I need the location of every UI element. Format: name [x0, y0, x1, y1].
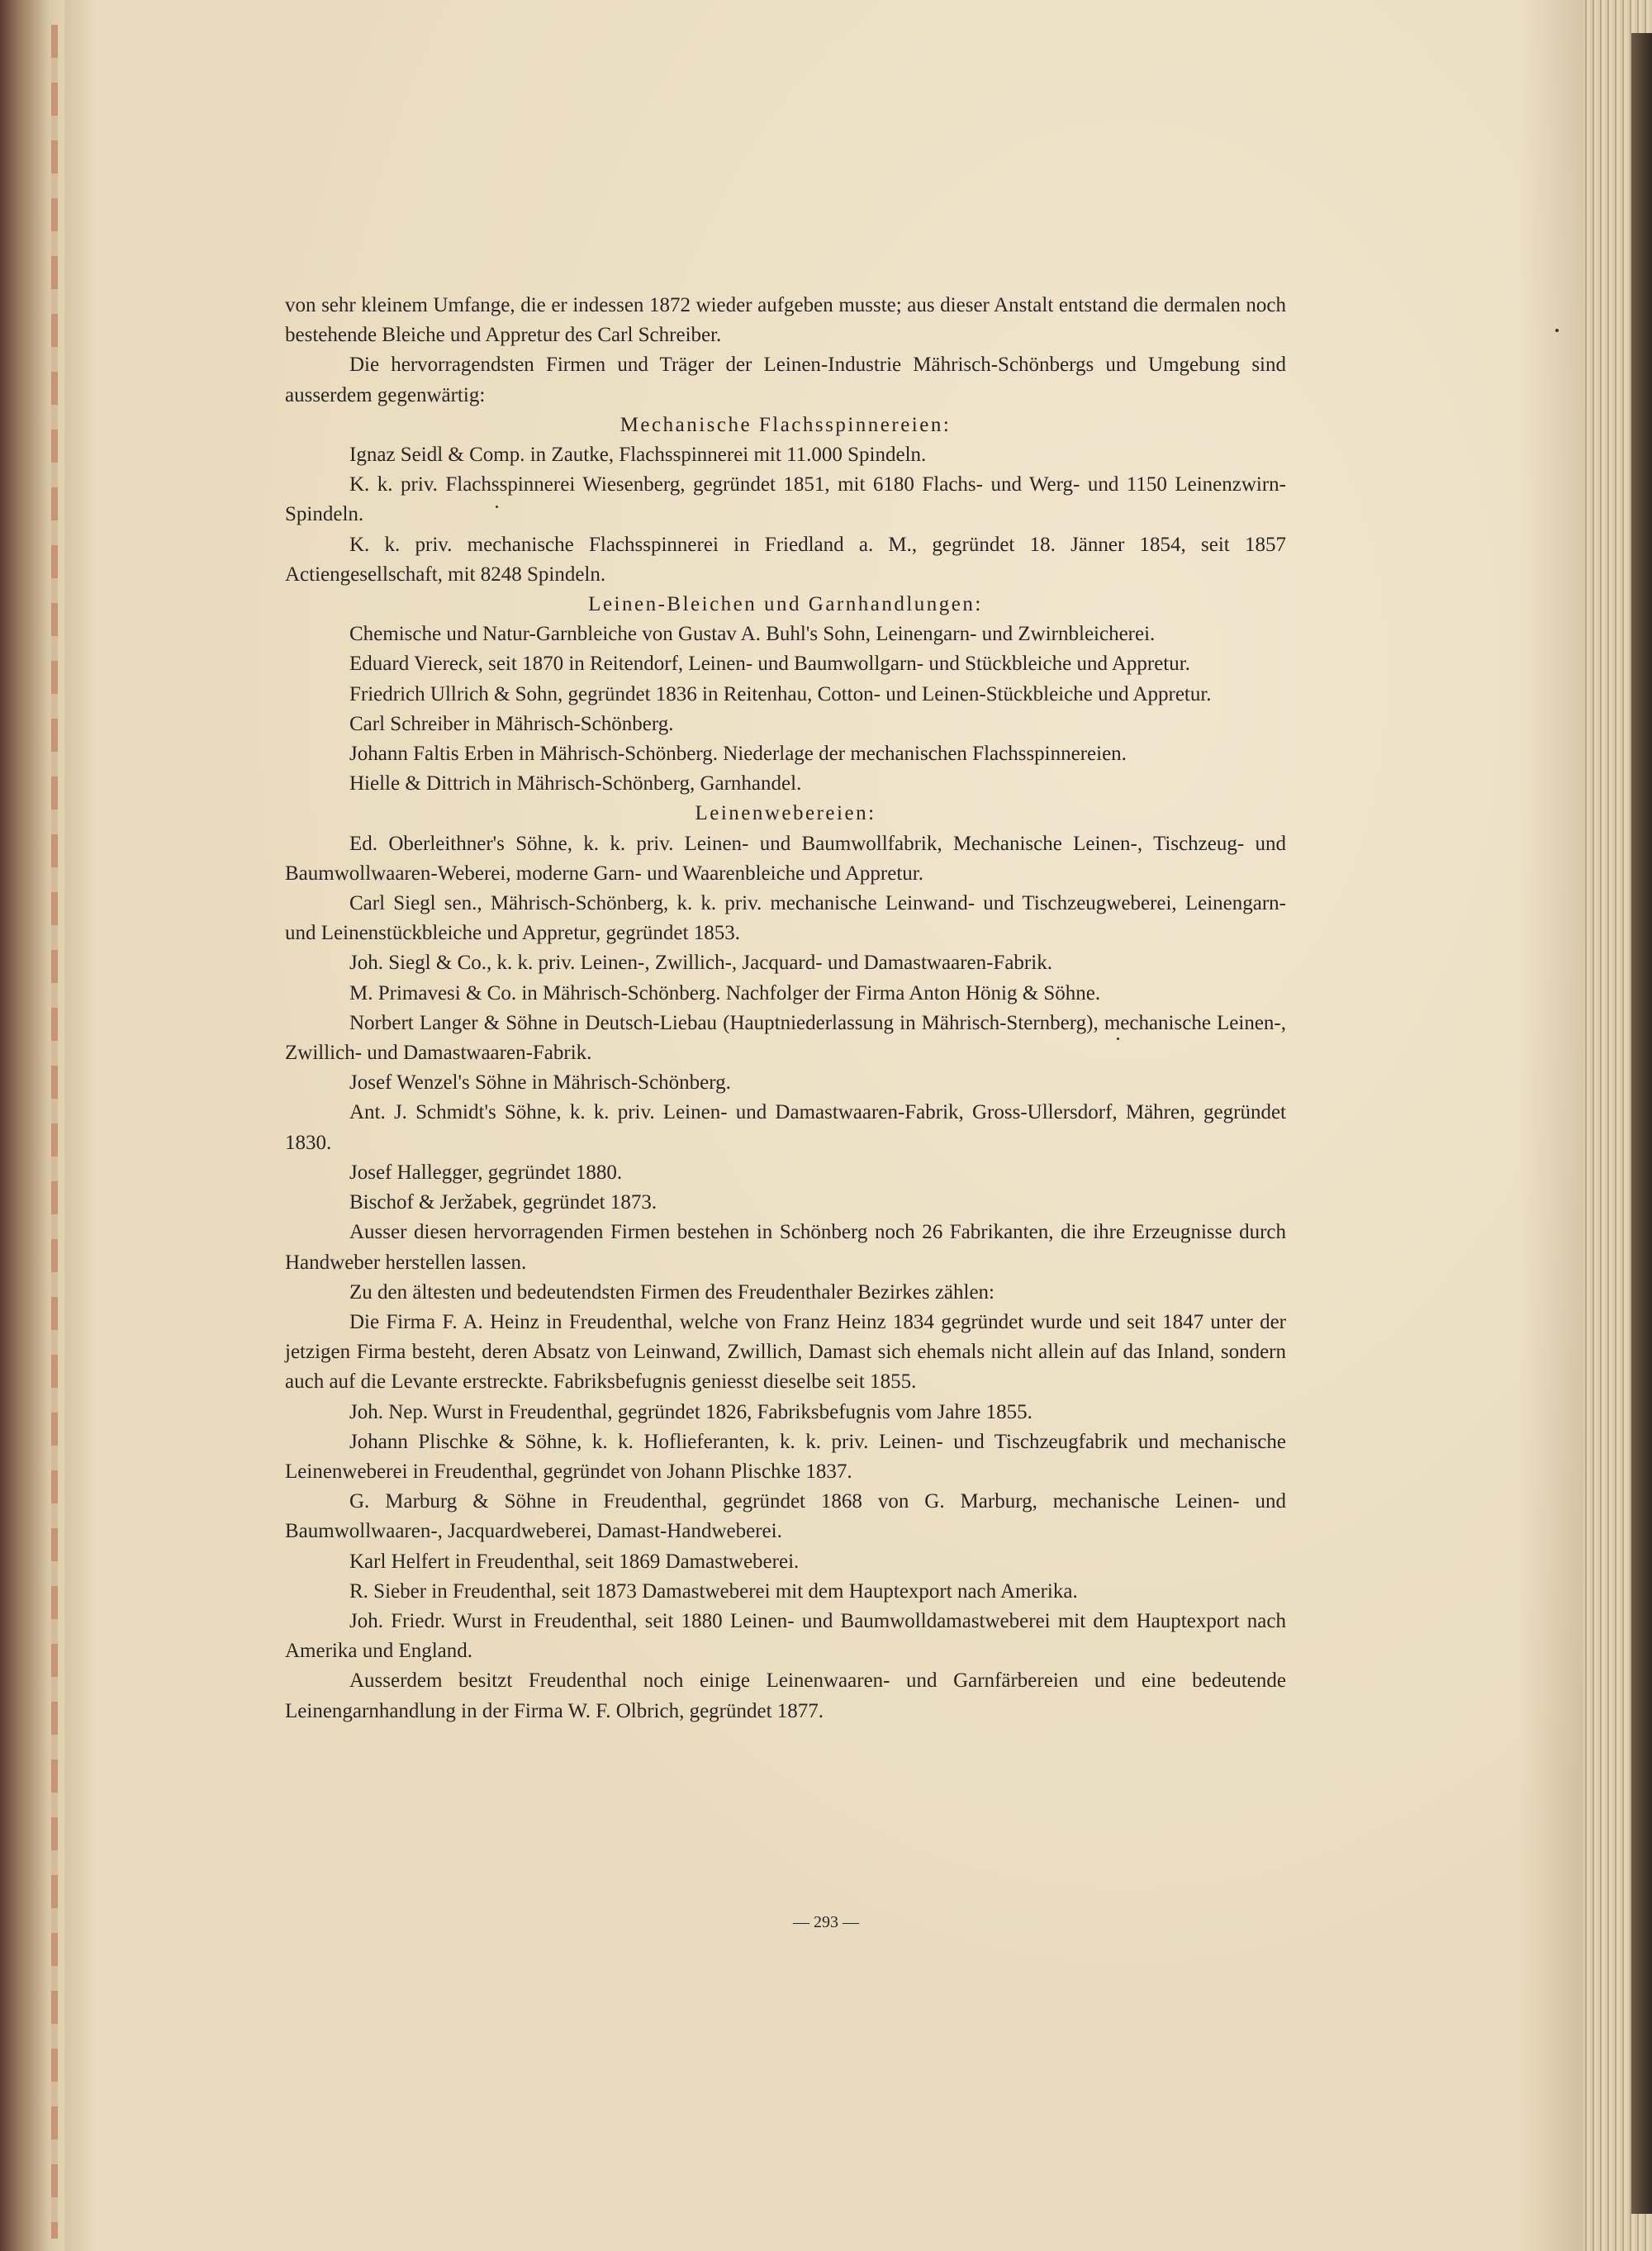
entry: Ant. J. Schmidt's Söhne, k. k. priv. Leinen- und Damastwaaren-Fabrik, Gross-Ullersdorf, Mähren, gegründet 1830.	[285, 1101, 1286, 1154]
entry: Chemische und Natur-Garnbleiche von Gustav A. Buhl's Sohn, Leinengarn- und Zwirnbleicherei.	[349, 623, 1156, 646]
page-body	[285, 291, 1286, 1726]
entry: Ed. Oberleithner's Söhne, k. k. priv. Leinen- und Baumwollfabrik, Mechanische Leinen-, Tischzeug- und Baumwollwaaren-Weberei, moderne Garn- und Waarenbleiche und Appretur.	[285, 832, 1286, 885]
entry: Johann Plischke & Söhne, k. k. Hoflieferanten, k. k. priv. Leinen- und Tischzeugfabrik und mechanische Leinenweberei in Freudenthal, gegründet von Johann Plischke 1837.	[285, 1430, 1286, 1483]
entry: Joh. Nep. Wurst in Freudenthal, gegründet 1826, Fabriksbefugnis vom Jahre 1855.	[349, 1400, 1032, 1423]
entry: K. k. priv. mechanische Flachsspinnerei in Friedland a. M., gegründet 18. Jänner 1854, seit 1857 Actiengesellschaft, mit 8248 Spindeln.	[285, 533, 1286, 586]
paper-speck	[1555, 329, 1559, 332]
section-heading-leinenwebereien: Leinenwebereien:	[695, 802, 876, 825]
entry: Johann Faltis Erben in Mährisch-Schönberg. Niederlage der mechanischen Flachsspinnereien.	[349, 743, 1127, 766]
entry: K. k. priv. Flachsspinnerei Wiesenberg, gegründet 1851, mit 6180 Flachs- und Werg- und 1150 Leinenzwirn-Spindeln.	[285, 473, 1286, 526]
entry: Eduard Viereck, seit 1870 in Reitendorf, Leinen- und Baumwollgarn- und Stückbleiche und Appretur.	[349, 653, 1190, 676]
entry: Hielle & Dittrich in Mährisch-Schönberg, Garnhandel.	[349, 772, 802, 795]
entry: M. Primavesi & Co. in Mährisch-Schönberg. Nachfolger der Firma Anton Hönig & Söhne.	[349, 981, 1101, 1004]
entry: Die Firma F. A. Heinz in Freudenthal, welche von Franz Heinz 1834 gegründet wurde und seit 1847 unter der jetzigen Firma besteht, deren Absatz von Leinwand, Zwillich, Damast sich ehemals nicht allein auf das Inland, sondern auch auf die Levante erstreckte. Fabriksbefugnis geniesst dieselbe seit 1855.	[285, 1310, 1286, 1394]
entry: Carl Schreiber in Mährisch-Schönberg.	[349, 712, 674, 735]
section-heading-bleichen: Leinen-Bleichen und Garnhandlungen:	[588, 593, 983, 616]
entry: Norbert Langer & Söhne in Deutsch-Liebau (Hauptniederlassung in Mährisch-Sternberg), mechanische Leinen-, Zwillich- und Damastwaaren-Fabrik.	[285, 1011, 1286, 1065]
entry: Bischof & Jeržabek, gegründet 1873.	[349, 1191, 657, 1214]
entry: Joh. Friedr. Wurst in Freudenthal, seit 1880 Leinen- und Baumwolldamastweberei mit dem Hauptexport nach Amerika und England.	[285, 1609, 1286, 1663]
page-stack-shadow	[1631, 33, 1652, 2214]
entry: Josef Wenzel's Söhne in Mährisch-Schönberg.	[349, 1071, 731, 1095]
entry: Friedrich Ullrich & Sohn, gegründet 1836 in Reitenhau, Cotton- und Leinen-Stückbleiche und Appretur.	[349, 682, 1212, 705]
entry: Karl Helfert in Freudenthal, seit 1869 Damastweberei.	[349, 1550, 800, 1573]
entry: Josef Hallegger, gegründet 1880.	[349, 1161, 623, 1184]
intro-paragraph-1: von sehr kleinem Umfange, die er indessen 1872 wieder aufgeben musste; aus dieser Anstalt entstand die dermalen noch bestehende Bleiche und Appretur des Carl Schreiber.	[285, 294, 1286, 347]
page-number: — 293 —	[793, 1913, 859, 1931]
entry: Carl Siegl sen., Mährisch-Schönberg, k. k. priv. mechanische Leinwand- und Tischzeugweberei, Leinengarn- und Leinenstückbleiche und Appretur, gegründet 1853.	[285, 892, 1286, 945]
section-heading-flachsspinnereien: Mechanische Flachsspinnereien:	[620, 413, 952, 436]
intro-paragraph-2: Die hervorragendsten Firmen und Träger der Leinen-Industrie Mährisch-Schönbergs und Umgebung sind ausserdem gegenwärtig:	[285, 354, 1286, 406]
entry: Ignaz Seidl & Comp. in Zautke, Flachsspinnerei mit 11.000 Spindeln.	[349, 444, 927, 467]
entry: Ausser diesen hervorragenden Firmen bestehen in Schönberg noch 26 Fabrikanten, die ihre Erzeugnisse durch Handweber herstellen lassen.	[285, 1221, 1286, 1274]
entry: G. Marburg & Söhne in Freudenthal, gegründet 1868 von G. Marburg, mechanische Leinen- und Baumwollwaaren-, Jacquardweberei, Damast-Handweberei.	[285, 1490, 1286, 1543]
entry: Ausserdem besitzt Freudenthal noch einige Leinenwaaren- und Garnfärbereien und eine bedeutende Leinengarnhandlung in der Firma W. F. Olbrich, gegründet 1877.	[285, 1669, 1286, 1722]
entry: Zu den ältesten und bedeutendsten Firmen des Freudenthaler Bezirkes zählen:	[349, 1280, 995, 1304]
entry: R. Sieber in Freudenthal, seit 1873 Damastweberei mit dem Hauptexport nach Amerika.	[349, 1579, 1078, 1603]
entry: Joh. Siegl & Co., k. k. priv. Leinen-, Zwillich-, Jacquard- und Damastwaaren-Fabrik.	[349, 952, 1052, 975]
binding-thread	[51, 25, 58, 2239]
